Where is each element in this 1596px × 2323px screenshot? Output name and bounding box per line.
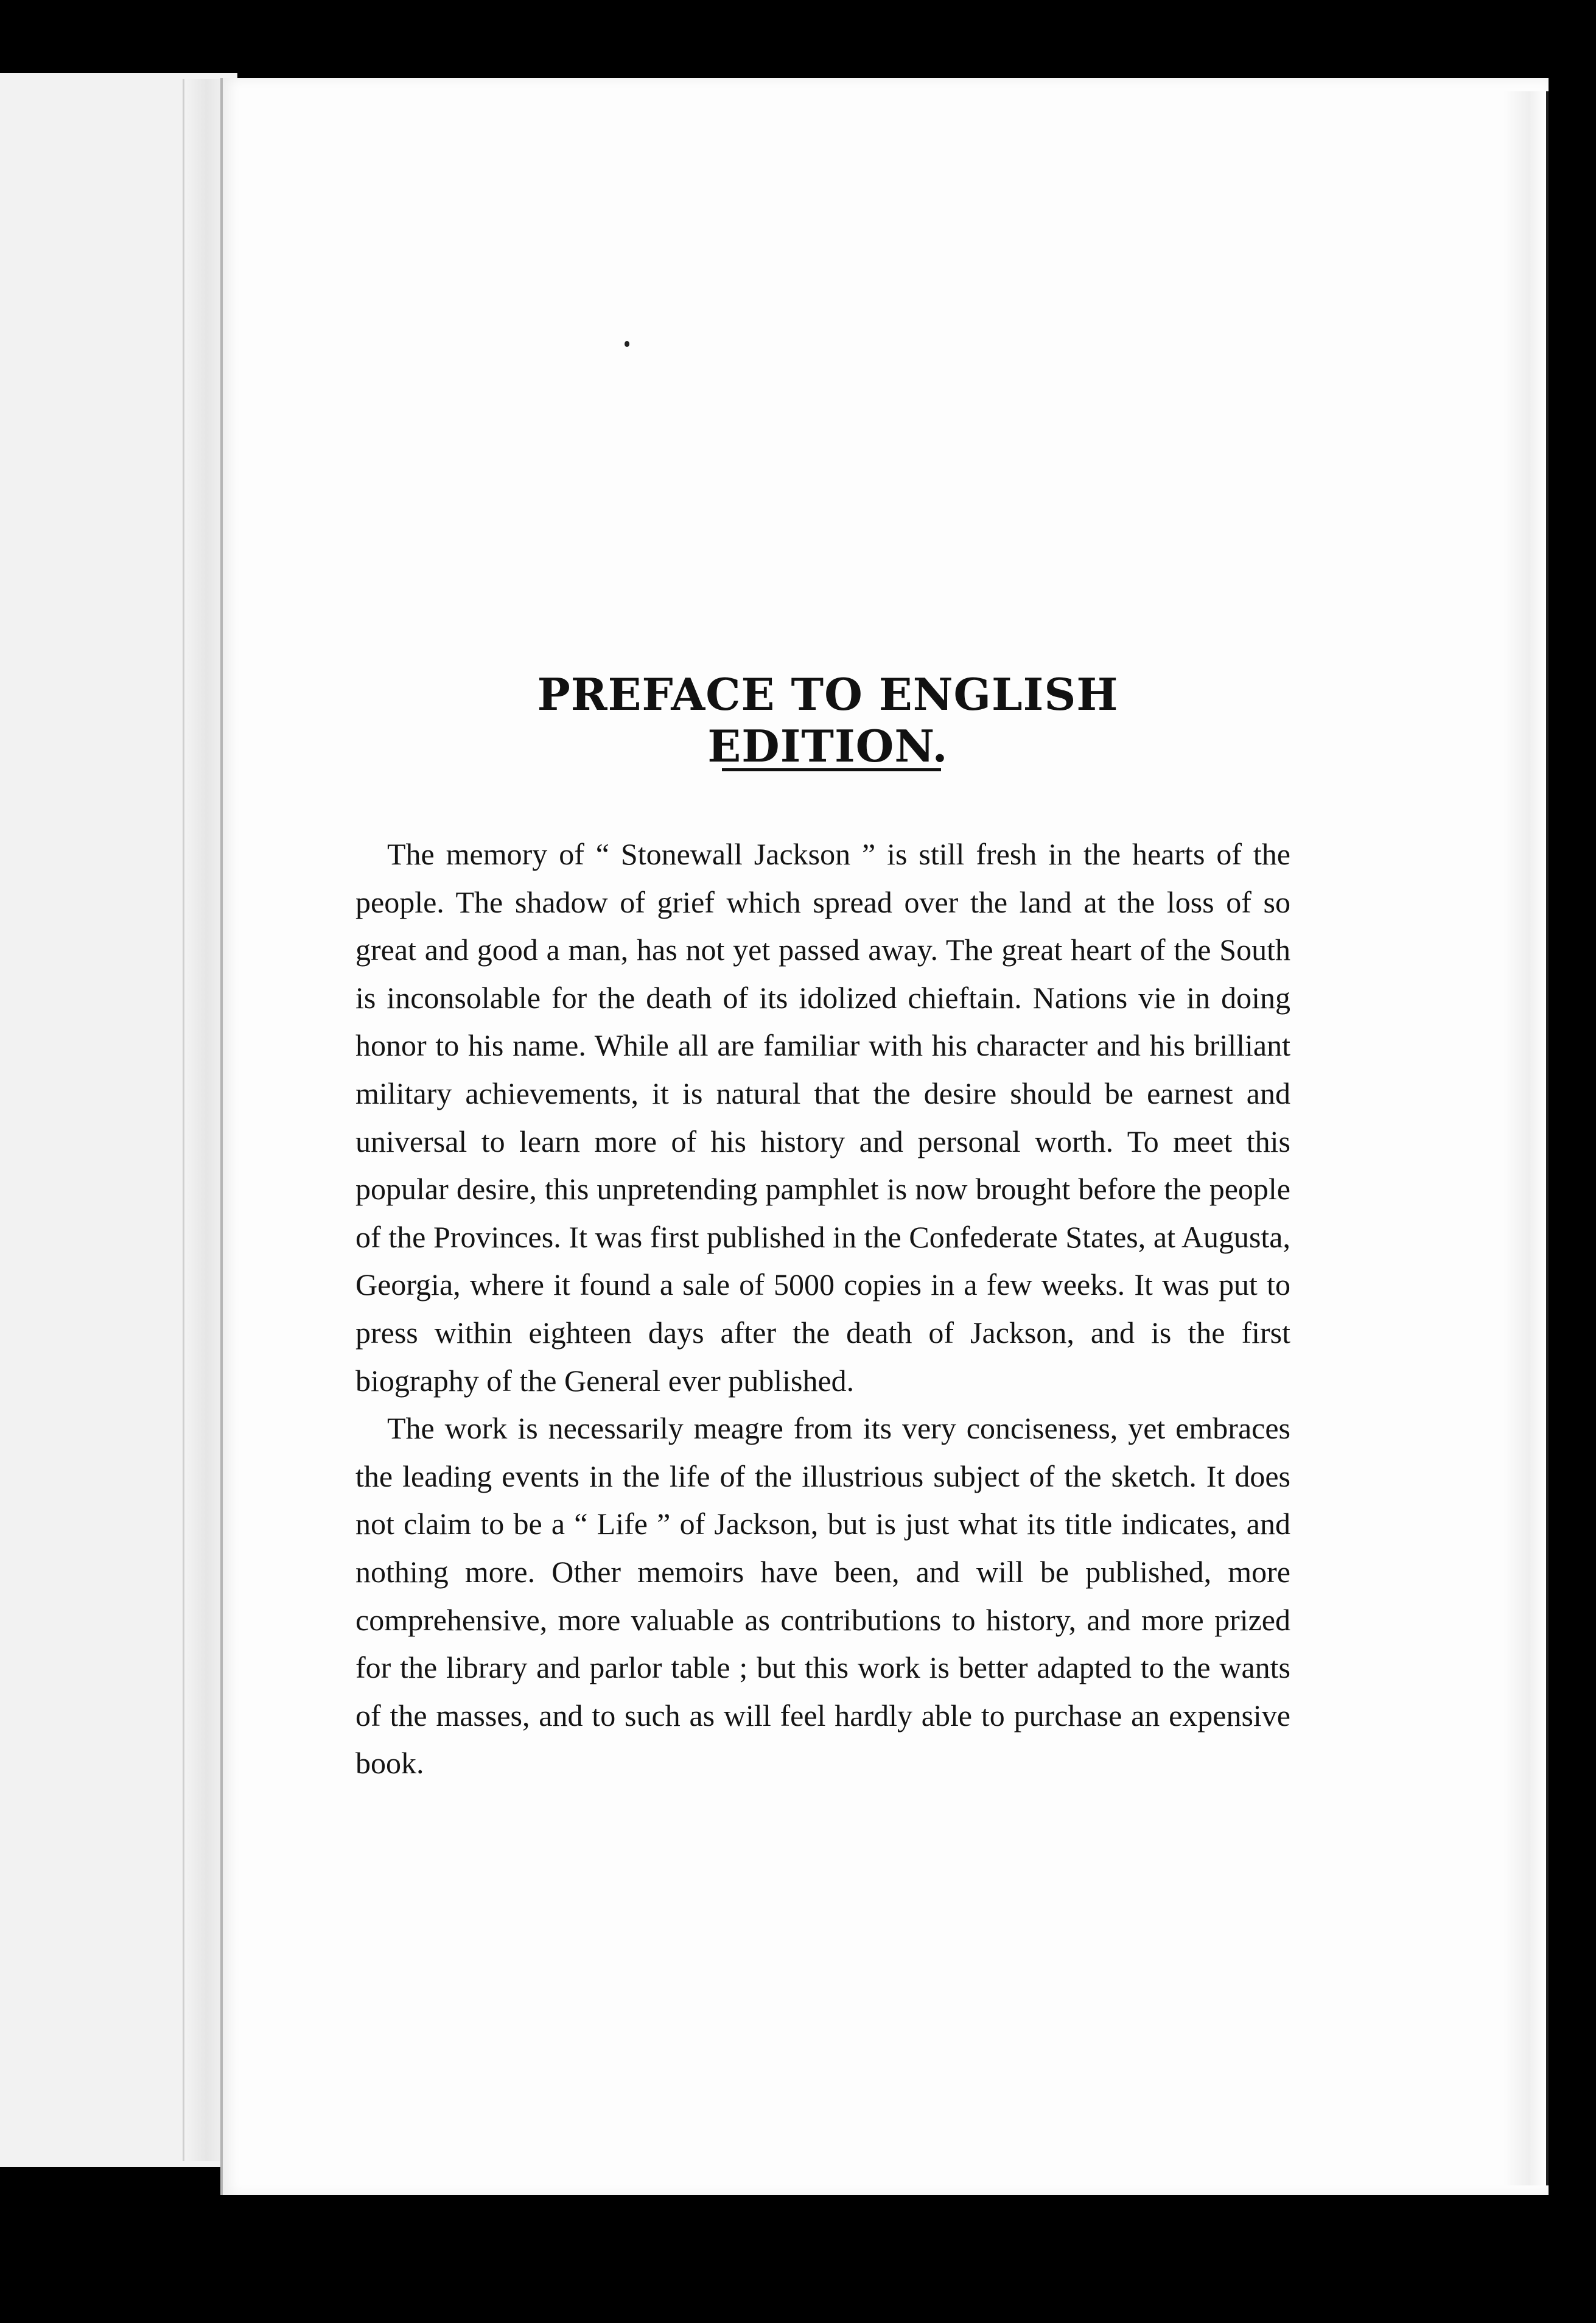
preface-body xyxy=(355,830,1290,1787)
paragraph-1-text: The memory of “ Stonewall Jackson ” is still fresh in the hearts of the people. The shadow of grief which spread over the land at the loss of so great and good a man, has not yet passed away. The great heart of the South is inconsolable for the death of its idolized chieftain. Nations vie in doing honor to his name. While all are familiar with his character and his brilliant military achievements, it is natural that the desire should be earnest and universal to learn more of his history and personal worth. To meet this popular desire, this unpretending pamphlet is now brought before the people of the Provinces. It was first published in the Confederate States, at Augusta, Georgia, where it found a sale of 5000 copies in a few weeks. It was put to press within eighteen days after the death of Jackson, and is the first biography of the General ever published. xyxy=(355,837,1290,1398)
paragraph-2-text: The work is necessarily meagre from its very conciseness, yet embraces the leading events in the life of the illustrious subject of the sketch. It does not claim to be a “ Life ” of Jackson, but is just what its title indicates, and nothing more. Other memoirs have been, and will be published, more comprehensive, more valuable as contributions to history, and more prized for the library and parlor table ; but this work is better adapted to the wants of the masses, and to such as will feel hardly able to purchase an expensive book. xyxy=(355,1411,1290,1781)
paragraph-2 xyxy=(355,1404,1290,1787)
title-rule xyxy=(722,768,941,771)
page-title: PREFACE TO ENGLISH EDITION. xyxy=(537,668,1119,773)
print-speck xyxy=(625,341,629,347)
page-right-edge xyxy=(1503,91,1549,2185)
paragraph-1 xyxy=(355,830,1290,1404)
